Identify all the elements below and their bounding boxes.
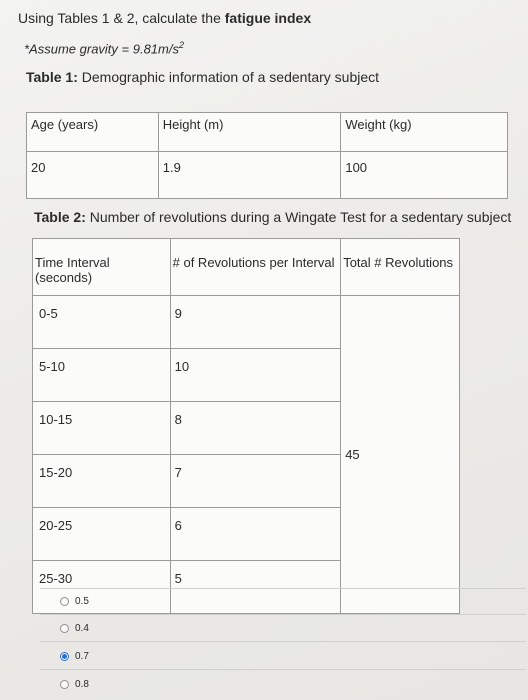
revolutions-cell: 10: [170, 349, 341, 402]
table2-caption-label: Table 2:: [34, 209, 86, 225]
answer-option-label[interactable]: 0.5: [75, 596, 89, 607]
value-weight: 100: [341, 152, 508, 199]
interval-cell: 5-10: [33, 349, 171, 402]
question-keyword: fatigue index: [224, 10, 312, 26]
header-height: Height (m): [158, 113, 341, 152]
gravity-note-exponent: 2: [178, 40, 184, 50]
revolutions-cell: 8: [170, 402, 341, 455]
answer-option-2[interactable]: [60, 623, 89, 634]
divider: [40, 669, 526, 670]
divider: [40, 614, 526, 615]
divider: [40, 641, 526, 642]
table1-caption-text: Demographic information of a sedentary subject: [77, 69, 380, 85]
header-total-revolutions: Total # Revolutions: [341, 239, 460, 296]
question-prefix: Using Tables 1 & 2, calculate the: [18, 10, 225, 26]
table2-caption: [34, 209, 511, 225]
answer-option-1[interactable]: [60, 596, 89, 607]
gravity-note-text: *Assume gravity = 9.81m/s: [24, 41, 179, 57]
gravity-note: [24, 40, 184, 56]
question-text: [18, 10, 311, 26]
interval-cell: 10-15: [33, 402, 171, 455]
header-revolutions-per-interval: # of Revolutions per Interval: [170, 239, 341, 296]
radio-button-icon[interactable]: [60, 680, 69, 689]
total-revolutions-cell: 45: [341, 296, 460, 614]
interval-cell: 0-5: [33, 296, 171, 349]
value-height: 1.9: [158, 152, 341, 199]
interval-cell: 25-30: [33, 561, 171, 614]
answer-option-label[interactable]: 0.8: [75, 679, 89, 690]
header-time-interval: Time Interval (seconds): [33, 239, 171, 296]
radio-button-selected-icon[interactable]: [60, 652, 69, 661]
table2-caption-text: Number of revolutions during a Wingate Test for a sedentary subject: [85, 209, 512, 225]
radio-button-icon[interactable]: [60, 597, 69, 606]
divider: [40, 588, 526, 589]
table-header-row: [27, 113, 508, 152]
revolutions-cell: 7: [170, 455, 341, 508]
table-row: [33, 296, 460, 349]
demographics-table: [26, 112, 508, 199]
answer-option-3[interactable]: [60, 651, 89, 662]
revolutions-cell: 6: [170, 508, 341, 561]
answer-option-label[interactable]: 0.7: [75, 651, 89, 662]
table-row: [27, 152, 508, 199]
header-weight: Weight (kg): [341, 113, 508, 152]
interval-cell: 15-20: [33, 455, 171, 508]
revolutions-table: [32, 238, 460, 614]
interval-cell: 20-25: [33, 508, 171, 561]
radio-button-icon[interactable]: [60, 624, 69, 633]
table1-caption: [26, 69, 379, 85]
header-age: Age (years): [27, 113, 159, 152]
table1-caption-label: Table 1:: [26, 69, 78, 85]
revolutions-cell: 9: [170, 296, 341, 349]
revolutions-cell: 5: [170, 561, 341, 614]
answer-option-4[interactable]: [60, 679, 89, 690]
answer-option-label[interactable]: 0.4: [75, 623, 89, 634]
table-header-row: [33, 239, 460, 296]
value-age: 20: [27, 152, 159, 199]
